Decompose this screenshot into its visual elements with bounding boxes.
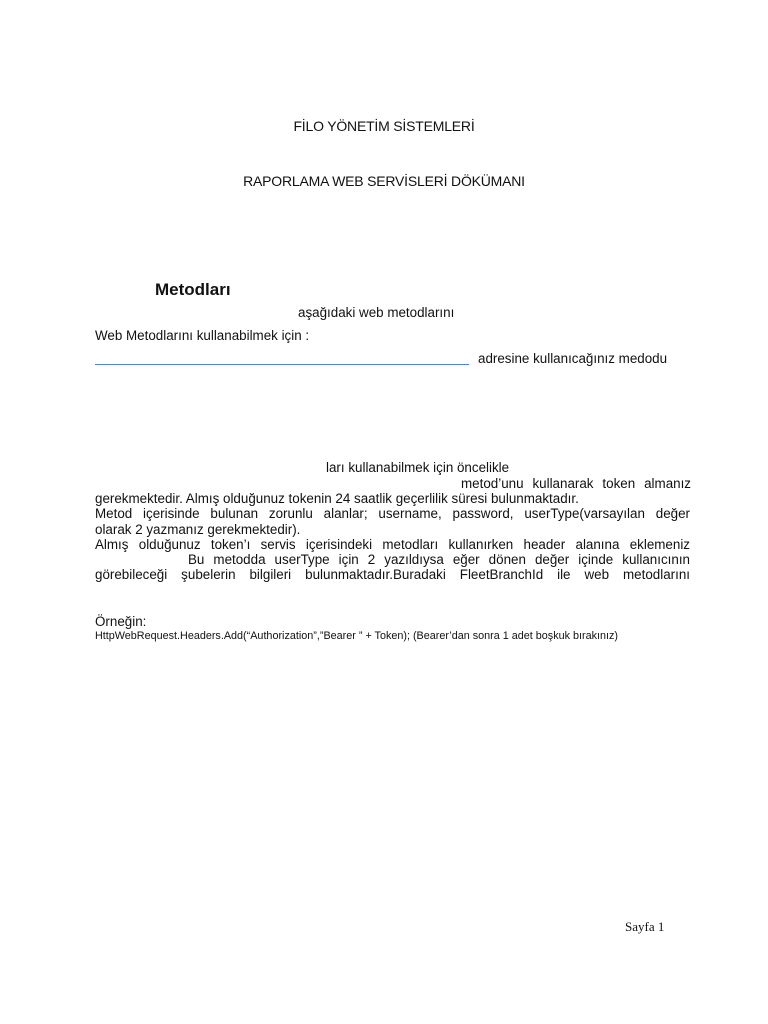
para3-line1: Almış olduğunuz token’ı servis içerisindeki metodları kullanırken header alanına eklemeniz bbox=[95, 537, 690, 552]
para3-line3: görebileceği şubelerin bilgileri bulunmaktadır.Buradaki FleetBranchId ile web metodlarını bbox=[95, 567, 690, 582]
document-title: FİLO YÖNETİM SİSTEMLERİ bbox=[293, 118, 475, 134]
para2-line2: olarak 2 yazmanız gerekmektedir). bbox=[95, 522, 301, 537]
document-subtitle: RAPORLAMA WEB SERVİSLERİ DÖKÜMANI bbox=[243, 173, 525, 189]
page-number: Sayfa 1 bbox=[625, 919, 665, 934]
address-line: adresine kullanıcağınız medodu bbox=[478, 351, 668, 366]
example-code: HttpWebRequest.Headers.Add(“Authorization”,”Bearer ” + Token); (Bearer’dan sonra 1 adet boşkuk bırakınız) bbox=[95, 630, 619, 642]
intro-line: aşağıdaki web metodlarını bbox=[298, 305, 455, 320]
service-address-link[interactable] bbox=[95, 364, 469, 365]
para1-line1: ları kullanabilmek için öncelikle bbox=[326, 460, 510, 475]
para2-line1: Metod içerisinde bulunan zorunlu alanlar; username, password, userType(varsayılan değer bbox=[95, 506, 690, 521]
usage-line: Web Metodlarını kullanabilmek için : bbox=[95, 328, 310, 343]
para1-line3: gerekmektedir. Almış olduğunuz tokenin 24 saatlik geçerlilik süresi bulunmaktadır. bbox=[95, 491, 579, 506]
para1-line2: metod’unu kullanarak token almanız bbox=[461, 476, 691, 491]
example-label: Örneğin: bbox=[95, 614, 147, 629]
para3-line2: Bu metodda userType için 2 yazıldıysa eğer dönen değer içinde kullanıcının bbox=[188, 552, 690, 567]
section-heading: Metodları bbox=[155, 280, 231, 299]
